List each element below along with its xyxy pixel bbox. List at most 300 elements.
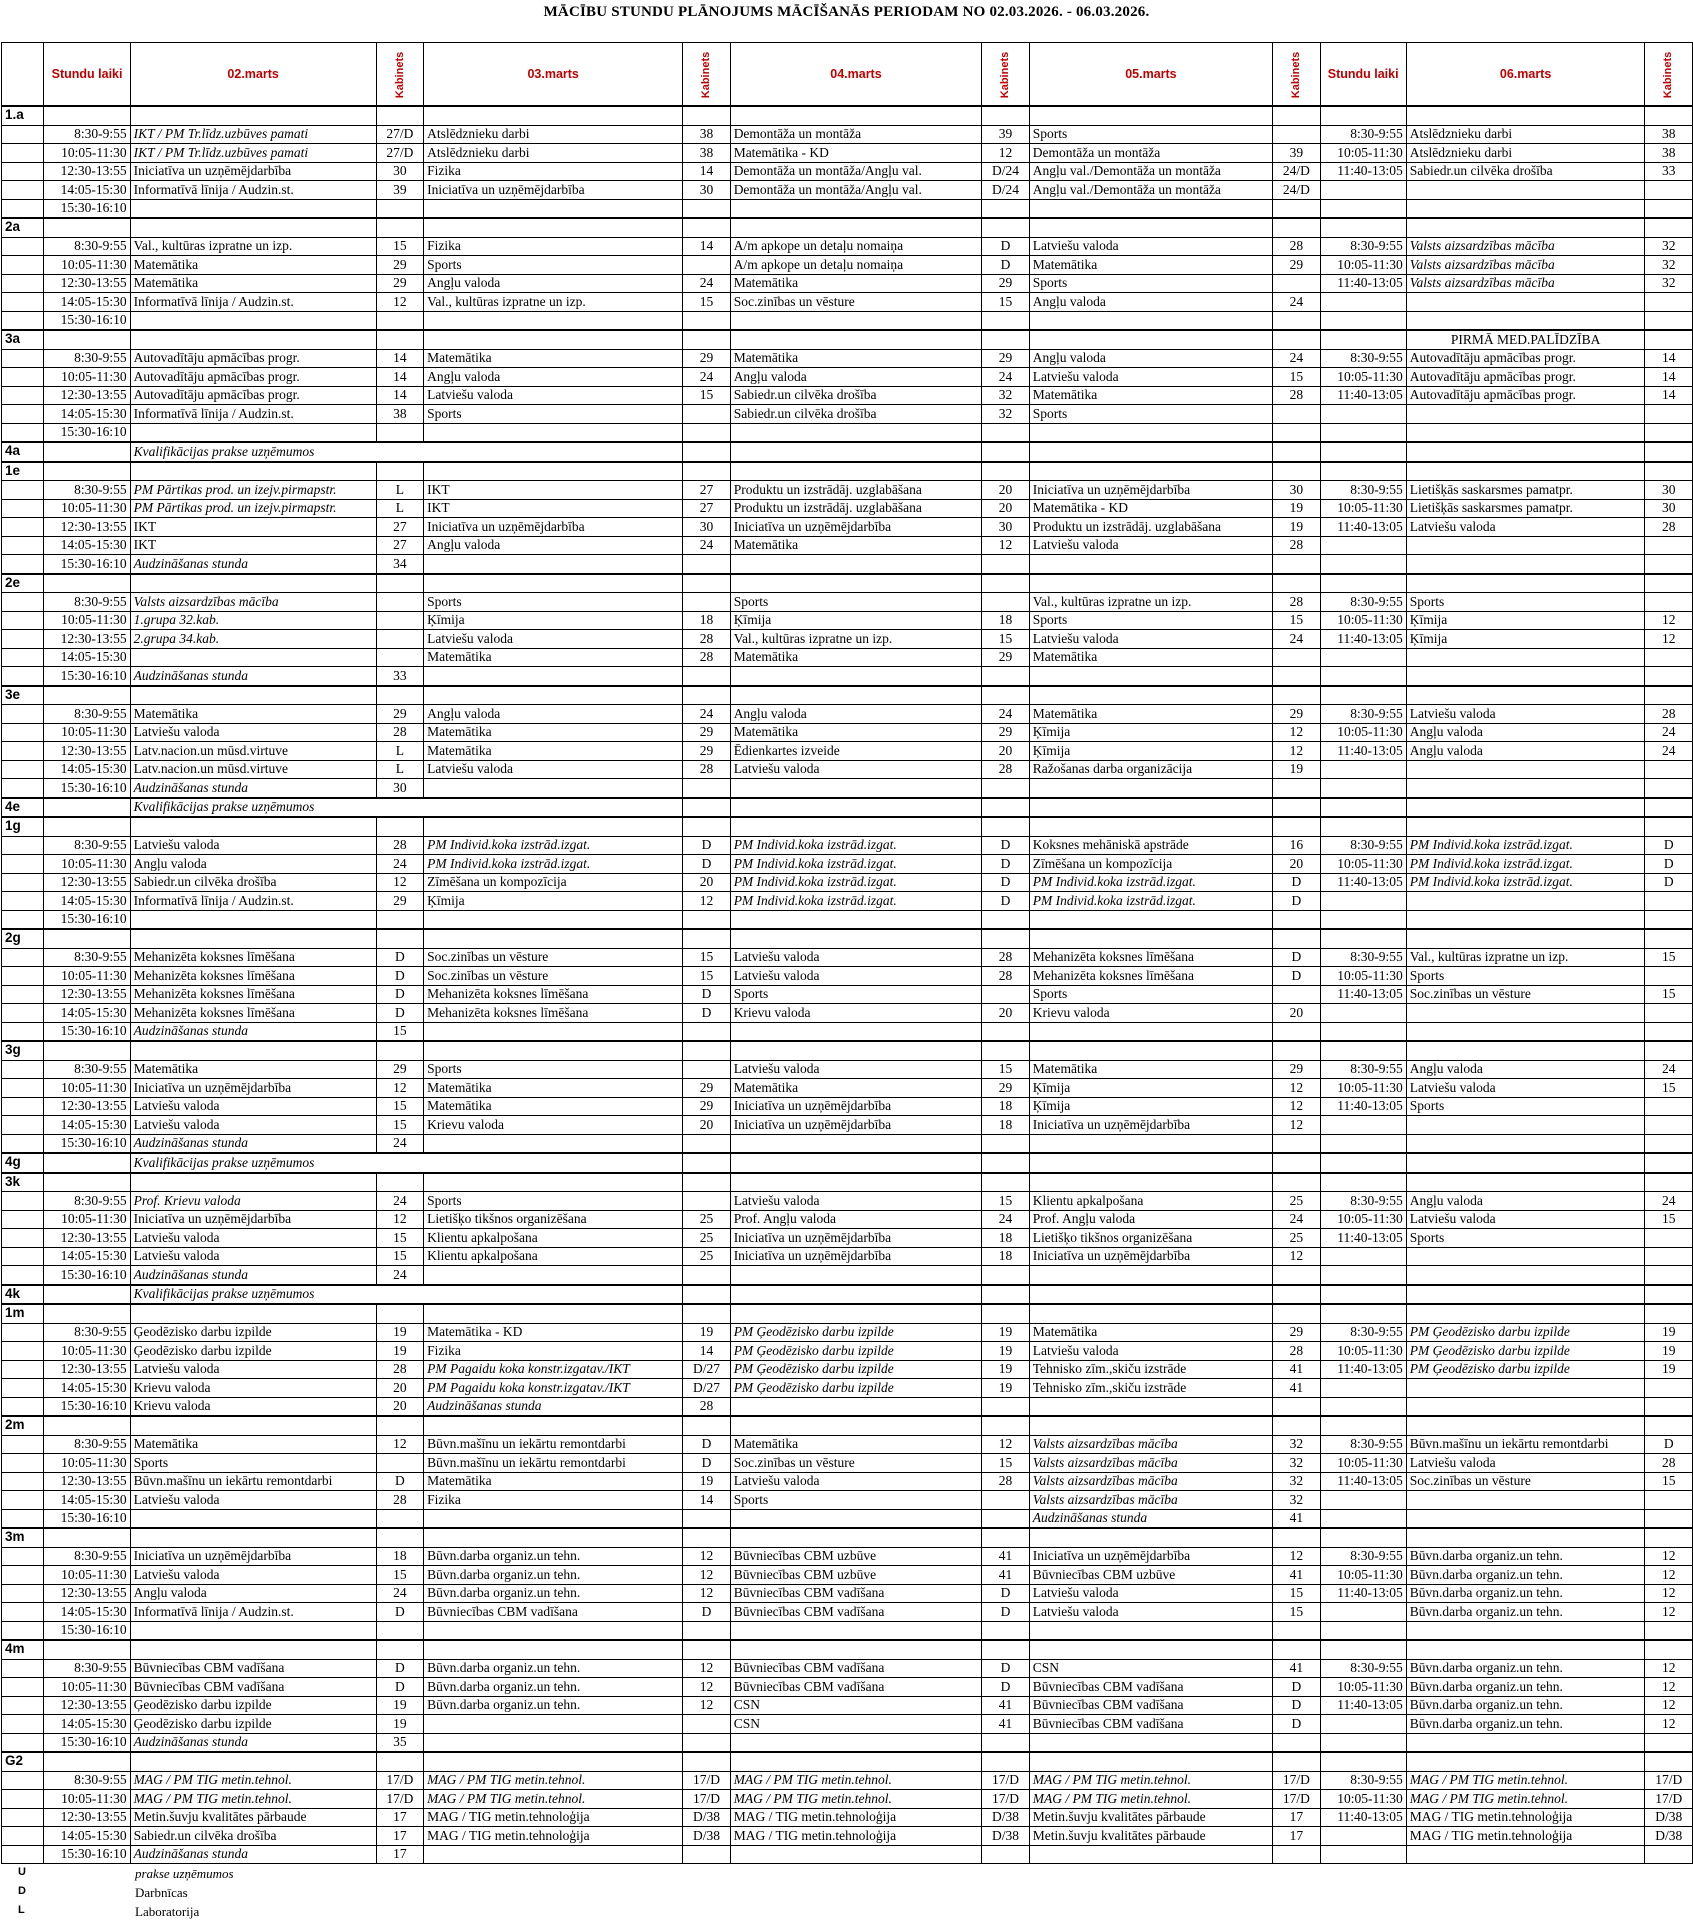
class-cell — [2, 1547, 44, 1566]
room-cell: 18 — [982, 1097, 1029, 1116]
time-cell: 12:30-13:55 — [44, 873, 130, 892]
class-cell — [2, 1845, 44, 1864]
time-cell: 10:05-11:30 — [1320, 1342, 1406, 1361]
empty-cell — [1320, 1153, 1406, 1173]
room-cell: 41 — [1273, 1360, 1320, 1379]
room-cell: 15 — [683, 293, 730, 312]
time-cell: 10:05-11:30 — [1320, 256, 1406, 275]
class-cell — [2, 967, 44, 986]
subject-cell: Klientu apkalpošana — [424, 1229, 683, 1248]
time-cell — [1320, 1266, 1406, 1285]
class-cell — [2, 256, 44, 275]
subject-cell: MAG / PM TIG metin.tehnol. — [730, 1790, 982, 1809]
time-cell: 11:40-13:05 — [1320, 1472, 1406, 1491]
room-cell — [1273, 405, 1320, 424]
empty-cell — [982, 218, 1029, 237]
table-row — [2, 1509, 1693, 1528]
table-row — [2, 1116, 1693, 1135]
subject-cell: Iniciatīva un uzņēmējdarbība — [1029, 1247, 1272, 1266]
room-cell: D — [376, 985, 423, 1004]
room-cell — [1645, 892, 1693, 911]
empty-cell — [1029, 1285, 1272, 1305]
empty-cell — [683, 218, 730, 237]
room-cell: 35 — [376, 1733, 423, 1752]
room-cell: 14 — [1645, 386, 1693, 405]
empty-cell — [424, 1752, 683, 1771]
subject-text: Matemātika - KD — [1032, 500, 1128, 516]
time-cell: 14:05-15:30 — [44, 1827, 130, 1846]
subject-cell: PM Ģeodēzisko darbu izpilde — [730, 1323, 982, 1342]
table-row — [2, 423, 1693, 442]
room-cell: 17/D — [982, 1771, 1029, 1790]
empty-cell — [1273, 1752, 1320, 1771]
time-cell: 14:05-15:30 — [44, 536, 130, 555]
time-cell: 8:30-9:55 — [1320, 1192, 1406, 1211]
subject-cell — [1406, 199, 1645, 218]
room-cell: 15 — [376, 1097, 423, 1116]
subject-cell: Metin.šuvju kvalitātes pārbaude — [130, 1808, 376, 1827]
room-cell — [1645, 760, 1693, 779]
time-cell: 11:40-13:05 — [1320, 630, 1406, 649]
room-cell: 19 — [1645, 1323, 1693, 1342]
time-cell: 12:30-13:55 — [44, 518, 130, 537]
subject-cell: Sports — [424, 1192, 683, 1211]
subject-cell: PM Ģeodēzisko darbu izpilde — [1406, 1342, 1645, 1361]
table-row — [2, 1621, 1693, 1640]
room-cell: 18 — [683, 611, 730, 630]
subject-cell: CSN — [1029, 1659, 1272, 1678]
room-header — [982, 43, 1029, 107]
subject-cell: Demontāža un montāža/Angļu val. — [730, 181, 982, 200]
room-header — [1273, 43, 1320, 107]
room-cell: 17 — [376, 1808, 423, 1827]
empty-cell — [683, 462, 730, 481]
empty-cell — [424, 1041, 683, 1060]
subject-cell: Matemātika — [424, 1097, 683, 1116]
room-cell: 29 — [982, 274, 1029, 293]
subject-cell: Sabiedr.un cilvēka drošība — [730, 386, 982, 405]
room-cell: 15 — [683, 948, 730, 967]
room-cell — [683, 1509, 730, 1528]
room-cell: 12 — [1273, 1547, 1320, 1566]
empty-cell — [730, 817, 982, 836]
room-cell: D/38 — [1645, 1827, 1693, 1846]
empty-cell — [44, 106, 130, 125]
subject-cell: Angļu valoda — [1029, 293, 1272, 312]
empty-cell — [1406, 1304, 1645, 1323]
page-title: MĀCĪBU STUNDU PLĀNOJUMS MĀCĪŠANĀS PERIODAM NO 02.03.2026. - 06.03.2026. — [543, 4, 1150, 20]
empty-cell — [44, 462, 130, 481]
subject-cell — [730, 1621, 982, 1640]
time-cell: 15:30-16:10 — [44, 1621, 130, 1640]
empty-cell — [1320, 817, 1406, 836]
subject-cell: Audzināšanas stunda — [424, 1397, 683, 1416]
room-cell: 12 — [982, 536, 1029, 555]
room-cell — [683, 423, 730, 442]
subject-cell: Matemātika — [130, 1435, 376, 1454]
time-cell: 12:30-13:55 — [44, 1097, 130, 1116]
table-row — [2, 1454, 1693, 1473]
empty-cell — [683, 1752, 730, 1771]
time-cell: 11:40-13:05 — [1320, 985, 1406, 1004]
subject-cell: PM Ģeodēzisko darbu izpilde — [730, 1360, 982, 1379]
subject-cell — [130, 311, 376, 330]
table-row — [2, 1097, 1693, 1116]
time-cell — [1320, 536, 1406, 555]
room-cell: 28 — [683, 648, 730, 667]
room-cell: 24 — [982, 368, 1029, 387]
empty-cell — [1645, 817, 1693, 836]
subject-cell: Produktu un izstrādāj. uzglabāšana — [1029, 518, 1272, 537]
time-cell — [1320, 181, 1406, 200]
subject-cell: Latviešu valoda — [730, 948, 982, 967]
empty-cell — [1645, 106, 1693, 125]
empty-cell — [1406, 686, 1645, 705]
subject-cell: Atslēdznieku darbi — [1406, 125, 1645, 144]
subject-cell: Sports — [424, 256, 683, 275]
empty-cell — [1320, 574, 1406, 593]
room-cell: 29 — [982, 723, 1029, 742]
room-cell: 12 — [982, 1435, 1029, 1454]
room-cell: 29 — [376, 892, 423, 911]
time-cell: 12:30-13:55 — [44, 274, 130, 293]
subject-cell: IKT — [130, 518, 376, 537]
table-row — [2, 1584, 1693, 1603]
subject-cell — [1029, 667, 1272, 686]
subject-cell: Ražošanas darba organizācija — [1029, 760, 1272, 779]
room-cell: 29 — [1273, 705, 1320, 724]
subject-cell — [424, 1134, 683, 1153]
room-cell — [1645, 1266, 1693, 1285]
subject-cell: Mehanizēta koksnes līmēšana — [130, 1004, 376, 1023]
time-cell: 8:30-9:55 — [44, 349, 130, 368]
subject-cell: PM Individ.koka izstrād.izgat. — [730, 892, 982, 911]
class-cell — [2, 1491, 44, 1510]
room-cell: 29 — [683, 1097, 730, 1116]
subject-cell: PM Individ.koka izstrād.izgat. — [1029, 892, 1272, 911]
room-cell: D — [376, 967, 423, 986]
class-cell — [2, 1566, 44, 1585]
time-cell — [1320, 779, 1406, 798]
subject-cell: Autovadītāju apmācības progr. — [130, 368, 376, 387]
empty-cell — [1029, 218, 1272, 237]
time-cell: 14:05-15:30 — [44, 1715, 130, 1734]
empty-cell — [130, 1304, 376, 1323]
room-cell: 19 — [376, 1696, 423, 1715]
table-row — [2, 1790, 1693, 1809]
room-cell: 12 — [1645, 1678, 1693, 1697]
empty-cell — [730, 1640, 982, 1659]
subject-cell — [1406, 1509, 1645, 1528]
subject-cell — [1406, 1621, 1645, 1640]
room-cell — [1273, 199, 1320, 218]
subject-cell: Ķīmija — [1029, 723, 1272, 742]
subject-cell: Matemātika — [424, 1472, 683, 1491]
room-cell: 12 — [1645, 1696, 1693, 1715]
subject-cell: Fizika — [424, 1491, 683, 1510]
class-cell — [2, 1247, 44, 1266]
room-cell — [1645, 1097, 1693, 1116]
room-cell: 17 — [1273, 1827, 1320, 1846]
class-cell — [2, 760, 44, 779]
room-cell: 12 — [376, 1210, 423, 1229]
room-cell: 30 — [1273, 481, 1320, 500]
empty-cell — [44, 330, 130, 349]
empty-cell — [1273, 686, 1320, 705]
empty-cell — [730, 462, 982, 481]
subject-cell — [730, 1733, 982, 1752]
room-cell: 12 — [1645, 611, 1693, 630]
class-cell — [2, 1808, 44, 1827]
time-cell — [1320, 1733, 1406, 1752]
room-cell — [1645, 1733, 1693, 1752]
class-cell — [2, 779, 44, 798]
class-cell — [2, 892, 44, 911]
empty-cell — [982, 442, 1029, 462]
time-cell: 10:05-11:30 — [1320, 1079, 1406, 1098]
subject-cell — [1029, 1266, 1272, 1285]
empty-cell — [130, 1752, 376, 1771]
subject-cell: Mehanizēta koksnes līmēšana — [130, 948, 376, 967]
empty-cell — [1645, 929, 1693, 948]
room-cell — [982, 199, 1029, 218]
room-cell — [1645, 1004, 1693, 1023]
times-header: Stundu laiki — [1320, 43, 1406, 107]
subject-cell: Soc.zinības un vēsture — [424, 948, 683, 967]
subject-cell: Valsts aizsardzības mācība — [1029, 1454, 1272, 1473]
table-row — [2, 349, 1693, 368]
subject-cell: Angļu valoda — [730, 368, 982, 387]
room-header-label: Kabinets — [700, 51, 713, 98]
subject-cell: CSN — [730, 1696, 982, 1715]
class-cell — [2, 293, 44, 312]
subject-cell: Būvniecības CBM vadīšana — [730, 1584, 982, 1603]
table-row — [2, 1079, 1693, 1098]
room-cell: 29 — [1273, 256, 1320, 275]
subject-cell: Sports — [424, 1060, 683, 1079]
subject-cell: Angļu val./Demontāža un montāža — [1029, 162, 1272, 181]
room-cell: 15 — [376, 1247, 423, 1266]
empty-cell — [44, 1528, 130, 1547]
subject-cell: Demontāža un montāža/Angļu val. — [730, 162, 982, 181]
subject-cell: Valsts aizsardzības mācība — [130, 593, 376, 612]
subject-cell — [1406, 648, 1645, 667]
subject-cell: Angļu valoda — [130, 1584, 376, 1603]
room-cell — [1645, 1134, 1693, 1153]
room-cell — [1645, 293, 1693, 312]
subject-cell: Ģeodēzisko darbu izpilde — [130, 1342, 376, 1361]
empty-cell — [1645, 1752, 1693, 1771]
class-cell — [2, 705, 44, 724]
room-cell: 27 — [683, 481, 730, 500]
subject-cell: Matemātika — [130, 1060, 376, 1079]
subject-cell: Atslēdznieku darbi — [424, 144, 683, 163]
room-cell: 18 — [982, 1247, 1029, 1266]
subject-cell: Būvniecības CBM vadīšana — [1029, 1678, 1272, 1697]
subject-cell — [1406, 779, 1645, 798]
subject-cell: Latviešu valoda — [1029, 1603, 1272, 1622]
subject-cell: Latviešu valoda — [1029, 1342, 1272, 1361]
subject-cell: Sports — [1029, 125, 1272, 144]
class-cell — [2, 518, 44, 537]
subject-cell: Latviešu valoda — [1029, 237, 1272, 256]
time-cell: 15:30-16:10 — [44, 1845, 130, 1864]
room-cell: 29 — [376, 256, 423, 275]
empty-cell — [1406, 1752, 1645, 1771]
empty-cell — [1320, 106, 1406, 125]
room-cell: D — [683, 855, 730, 874]
subject-cell: Krievu valoda — [730, 1004, 982, 1023]
empty-cell — [376, 574, 423, 593]
room-cell: L — [376, 481, 423, 500]
subject-cell: A/m apkope un detaļu nomaiņa — [730, 256, 982, 275]
room-cell: 14 — [683, 1491, 730, 1510]
subject-cell: Angļu valoda — [424, 705, 683, 724]
subject-cell: PM Ģeodēzisko darbu izpilde — [1406, 1323, 1645, 1342]
room-cell: 29 — [1273, 1323, 1320, 1342]
room-cell: 12 — [1645, 1603, 1693, 1622]
subject-cell: MAG / PM TIG metin.tehnol. — [130, 1790, 376, 1809]
room-cell: 41 — [1273, 1509, 1320, 1528]
time-cell: 15:30-16:10 — [44, 1733, 130, 1752]
subject-cell: Latviešu valoda — [730, 760, 982, 779]
time-cell: 8:30-9:55 — [1320, 1323, 1406, 1342]
subject-cell: Sports — [1029, 985, 1272, 1004]
room-cell: 12 — [376, 293, 423, 312]
room-cell: 29 — [683, 742, 730, 761]
legend-desc: Darbnīcas — [135, 1885, 188, 1900]
time-cell — [1320, 1397, 1406, 1416]
time-cell: 8:30-9:55 — [44, 1435, 130, 1454]
time-cell — [1320, 405, 1406, 424]
time-cell: 11:40-13:05 — [1320, 873, 1406, 892]
table-row — [2, 611, 1693, 630]
empty-cell — [376, 330, 423, 349]
subject-cell: Valsts aizsardzības mācība — [1029, 1472, 1272, 1491]
room-header-label: Kabinets — [999, 51, 1012, 98]
empty-cell — [1645, 1285, 1693, 1305]
room-cell: 12 — [683, 1547, 730, 1566]
time-cell: 12:30-13:55 — [44, 985, 130, 1004]
time-cell — [1320, 1491, 1406, 1510]
room-cell: 19 — [1645, 1360, 1693, 1379]
subject-cell — [1029, 779, 1272, 798]
subject-cell: Atslēdznieku darbi — [1406, 144, 1645, 163]
class-cell — [2, 1696, 44, 1715]
time-cell: 8:30-9:55 — [1320, 1547, 1406, 1566]
time-cell: 11:40-13:05 — [1320, 162, 1406, 181]
time-cell: 10:05-11:30 — [1320, 1678, 1406, 1697]
time-cell: 14:05-15:30 — [44, 892, 130, 911]
subject-cell: Būvn.darba organiz.un tehn. — [1406, 1603, 1645, 1622]
room-cell: D — [683, 836, 730, 855]
subject-cell: Mehanizēta koksnes līmēšana — [424, 985, 683, 1004]
class-cell — [2, 144, 44, 163]
room-header-label: Kabinets — [393, 51, 406, 98]
room-cell: 15 — [1645, 985, 1693, 1004]
class-name: 2g — [2, 929, 44, 948]
subject-cell: Ķīmija — [1029, 1079, 1272, 1098]
room-cell: 32 — [1273, 1491, 1320, 1510]
subject-cell: Lietišķo tikšnos organizēšana — [1029, 1229, 1272, 1248]
room-cell: 20 — [1273, 1004, 1320, 1023]
subject-cell: Iniciatīva un uzņēmējdarbība — [730, 1229, 982, 1248]
subject-cell: Zīmēšana un kompozīcija — [424, 873, 683, 892]
room-cell: L — [376, 760, 423, 779]
room-cell: 17 — [376, 1845, 423, 1864]
class-cell — [2, 1715, 44, 1734]
room-cell — [1645, 1491, 1693, 1510]
room-cell: 12 — [1645, 1659, 1693, 1678]
subject-cell: Latviešu valoda — [1406, 705, 1645, 724]
empty-cell — [44, 1304, 130, 1323]
subject-cell: Būvn.darba organiz.un tehn. — [424, 1584, 683, 1603]
time-cell — [1320, 648, 1406, 667]
room-cell: 30 — [1645, 499, 1693, 518]
room-cell: 15 — [376, 237, 423, 256]
subject-cell: Latviešu valoda — [130, 1097, 376, 1116]
subject-cell: Latviešu valoda — [130, 1491, 376, 1510]
room-cell — [982, 555, 1029, 574]
empty-cell — [982, 1752, 1029, 1771]
table-row — [2, 1472, 1693, 1491]
room-cell: 25 — [1273, 1192, 1320, 1211]
room-cell: 20 — [982, 742, 1029, 761]
subject-cell: PM Individ.koka izstrād.izgat. — [730, 873, 982, 892]
empty-cell — [730, 106, 982, 125]
subject-cell: Soc.zinības un vēsture — [424, 967, 683, 986]
time-cell — [1320, 1022, 1406, 1041]
time-cell: 15:30-16:10 — [44, 1266, 130, 1285]
empty-cell — [1273, 330, 1320, 349]
room-cell: 12 — [376, 1435, 423, 1454]
room-cell: 30 — [376, 162, 423, 181]
subject-cell: Iniciatīva un uzņēmējdarbība — [130, 162, 376, 181]
room-cell: 38 — [376, 405, 423, 424]
group-header-row — [2, 442, 1693, 462]
time-cell: 15:30-16:10 — [44, 667, 130, 686]
subject-cell: Būvniecības CBM vadīšana — [1029, 1696, 1272, 1715]
subject-cell: Angļu val./Demontāža un montāža — [1029, 181, 1272, 200]
subject-cell: Val., kultūras izpratne un izp. — [730, 630, 982, 649]
subject-cell: Būvn.darba organiz.un tehn. — [424, 1678, 683, 1697]
time-cell: 15:30-16:10 — [44, 1397, 130, 1416]
room-cell — [376, 630, 423, 649]
subject-cell: Sports — [1406, 1097, 1645, 1116]
empty-cell — [130, 1640, 376, 1659]
room-cell: 12 — [683, 1659, 730, 1678]
empty-cell — [130, 330, 376, 349]
time-cell — [1320, 760, 1406, 779]
room-cell: 17/D — [683, 1771, 730, 1790]
subject-cell: Iniciatīva un uzņēmējdarbība — [130, 1547, 376, 1566]
group-header-row — [2, 817, 1693, 836]
time-cell: 10:05-11:30 — [1320, 1790, 1406, 1809]
room-cell: 19 — [683, 1323, 730, 1342]
empty-cell — [424, 218, 683, 237]
table-row — [2, 405, 1693, 424]
empty-cell — [1273, 1041, 1320, 1060]
empty-cell — [1406, 929, 1645, 948]
empty-cell — [376, 218, 423, 237]
time-cell: 10:05-11:30 — [44, 611, 130, 630]
empty-cell — [376, 1528, 423, 1547]
time-cell — [1320, 667, 1406, 686]
room-cell: 12 — [1273, 1079, 1320, 1098]
subject-cell — [1406, 423, 1645, 442]
empty-cell — [1406, 1416, 1645, 1435]
room-cell: 28 — [1645, 705, 1693, 724]
